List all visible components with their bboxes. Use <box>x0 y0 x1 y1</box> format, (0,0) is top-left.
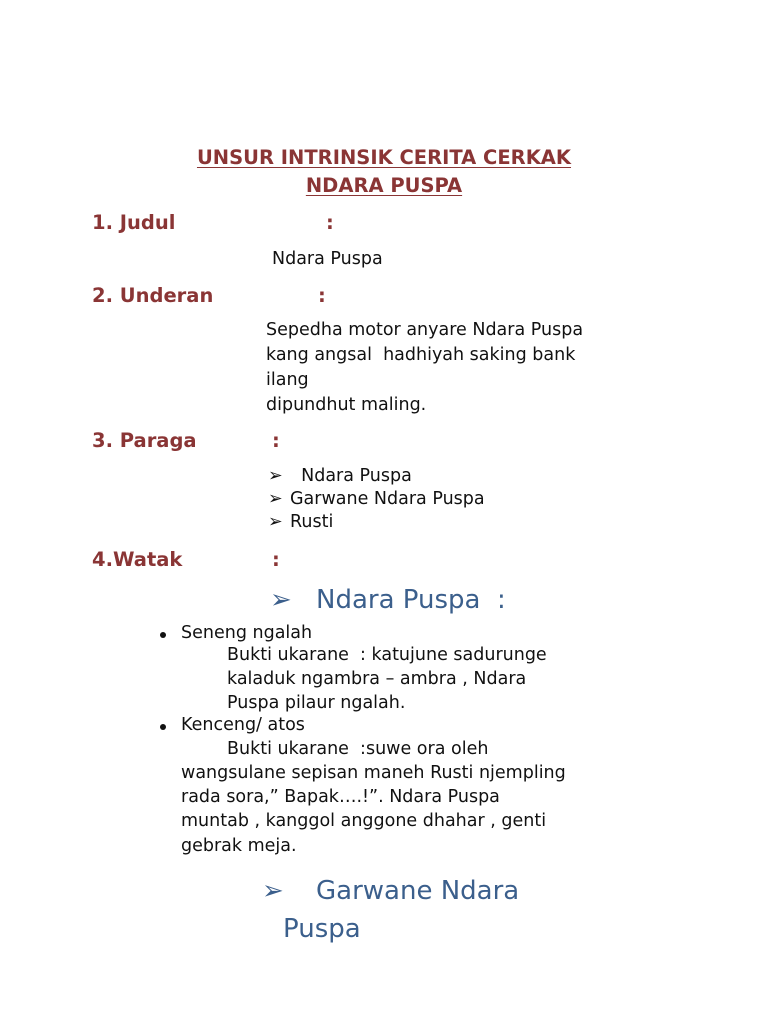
arrow-bullet-icon: ➢ <box>268 489 283 509</box>
trait-evidence-line: kaladuk ngambra – ambra , Ndara <box>227 669 527 689</box>
document-title-line1: UNSUR INTRINSIK CERITA CERKAK <box>196 146 572 169</box>
underan-line: dipundhut maling. <box>266 395 427 415</box>
section-judul-label: 1. Judul <box>92 211 176 234</box>
section-underan-label: 2. Underan <box>92 284 214 307</box>
document-title-line2: NDARA PUSPA <box>305 174 463 197</box>
trait-evidence-line: wangsulane sepisan maneh Rusti njempling <box>181 763 566 783</box>
underan-line: kang angsal hadhiyah saking bank <box>266 345 576 365</box>
trait-evidence-line: muntab , kanggol anggone dhahar , genti <box>181 811 547 831</box>
trait-evidence-line: gebrak meja. <box>181 836 297 856</box>
bullet-icon <box>160 632 166 638</box>
paraga-item: Garwane Ndara Puspa <box>290 489 485 509</box>
trait-label: Kenceng/ atos <box>181 715 305 735</box>
section-underan-colon: : <box>318 284 326 307</box>
character-heading: Garwane Ndara <box>316 876 520 906</box>
section-paraga-colon: : <box>272 429 280 452</box>
arrow-bullet-icon: ➢ <box>262 876 284 906</box>
trait-label: Seneng ngalah <box>181 623 313 643</box>
bullet-icon <box>160 724 166 730</box>
paraga-item: Rusti <box>290 512 334 532</box>
paraga-item: Ndara Puspa <box>290 466 412 486</box>
trait-evidence-line: rada sora,” Bapak….!”. Ndara Puspa <box>181 787 500 807</box>
trait-evidence-line: Bukti ukarane : katujune sadurunge <box>227 645 547 665</box>
section-watak-label: 4.Watak <box>92 548 183 571</box>
trait-evidence-line: Puspa pilaur ngalah. <box>227 693 406 713</box>
character-heading: Ndara Puspa : <box>316 585 506 615</box>
underan-line: Sepedha motor anyare Ndara Puspa <box>266 320 584 340</box>
arrow-bullet-icon: ➢ <box>270 585 292 615</box>
section-judul-colon: : <box>326 211 334 234</box>
section-paraga-label: 3. Paraga <box>92 429 197 452</box>
trait-evidence-line: Bukti ukarane :suwe ora oleh <box>227 739 489 759</box>
arrow-bullet-icon: ➢ <box>268 466 283 486</box>
judul-value: Ndara Puspa <box>272 249 383 269</box>
character-heading-continued: Puspa <box>283 914 361 944</box>
underan-line: ilang <box>266 370 309 390</box>
arrow-bullet-icon: ➢ <box>268 512 283 532</box>
section-watak-colon: : <box>272 548 280 571</box>
